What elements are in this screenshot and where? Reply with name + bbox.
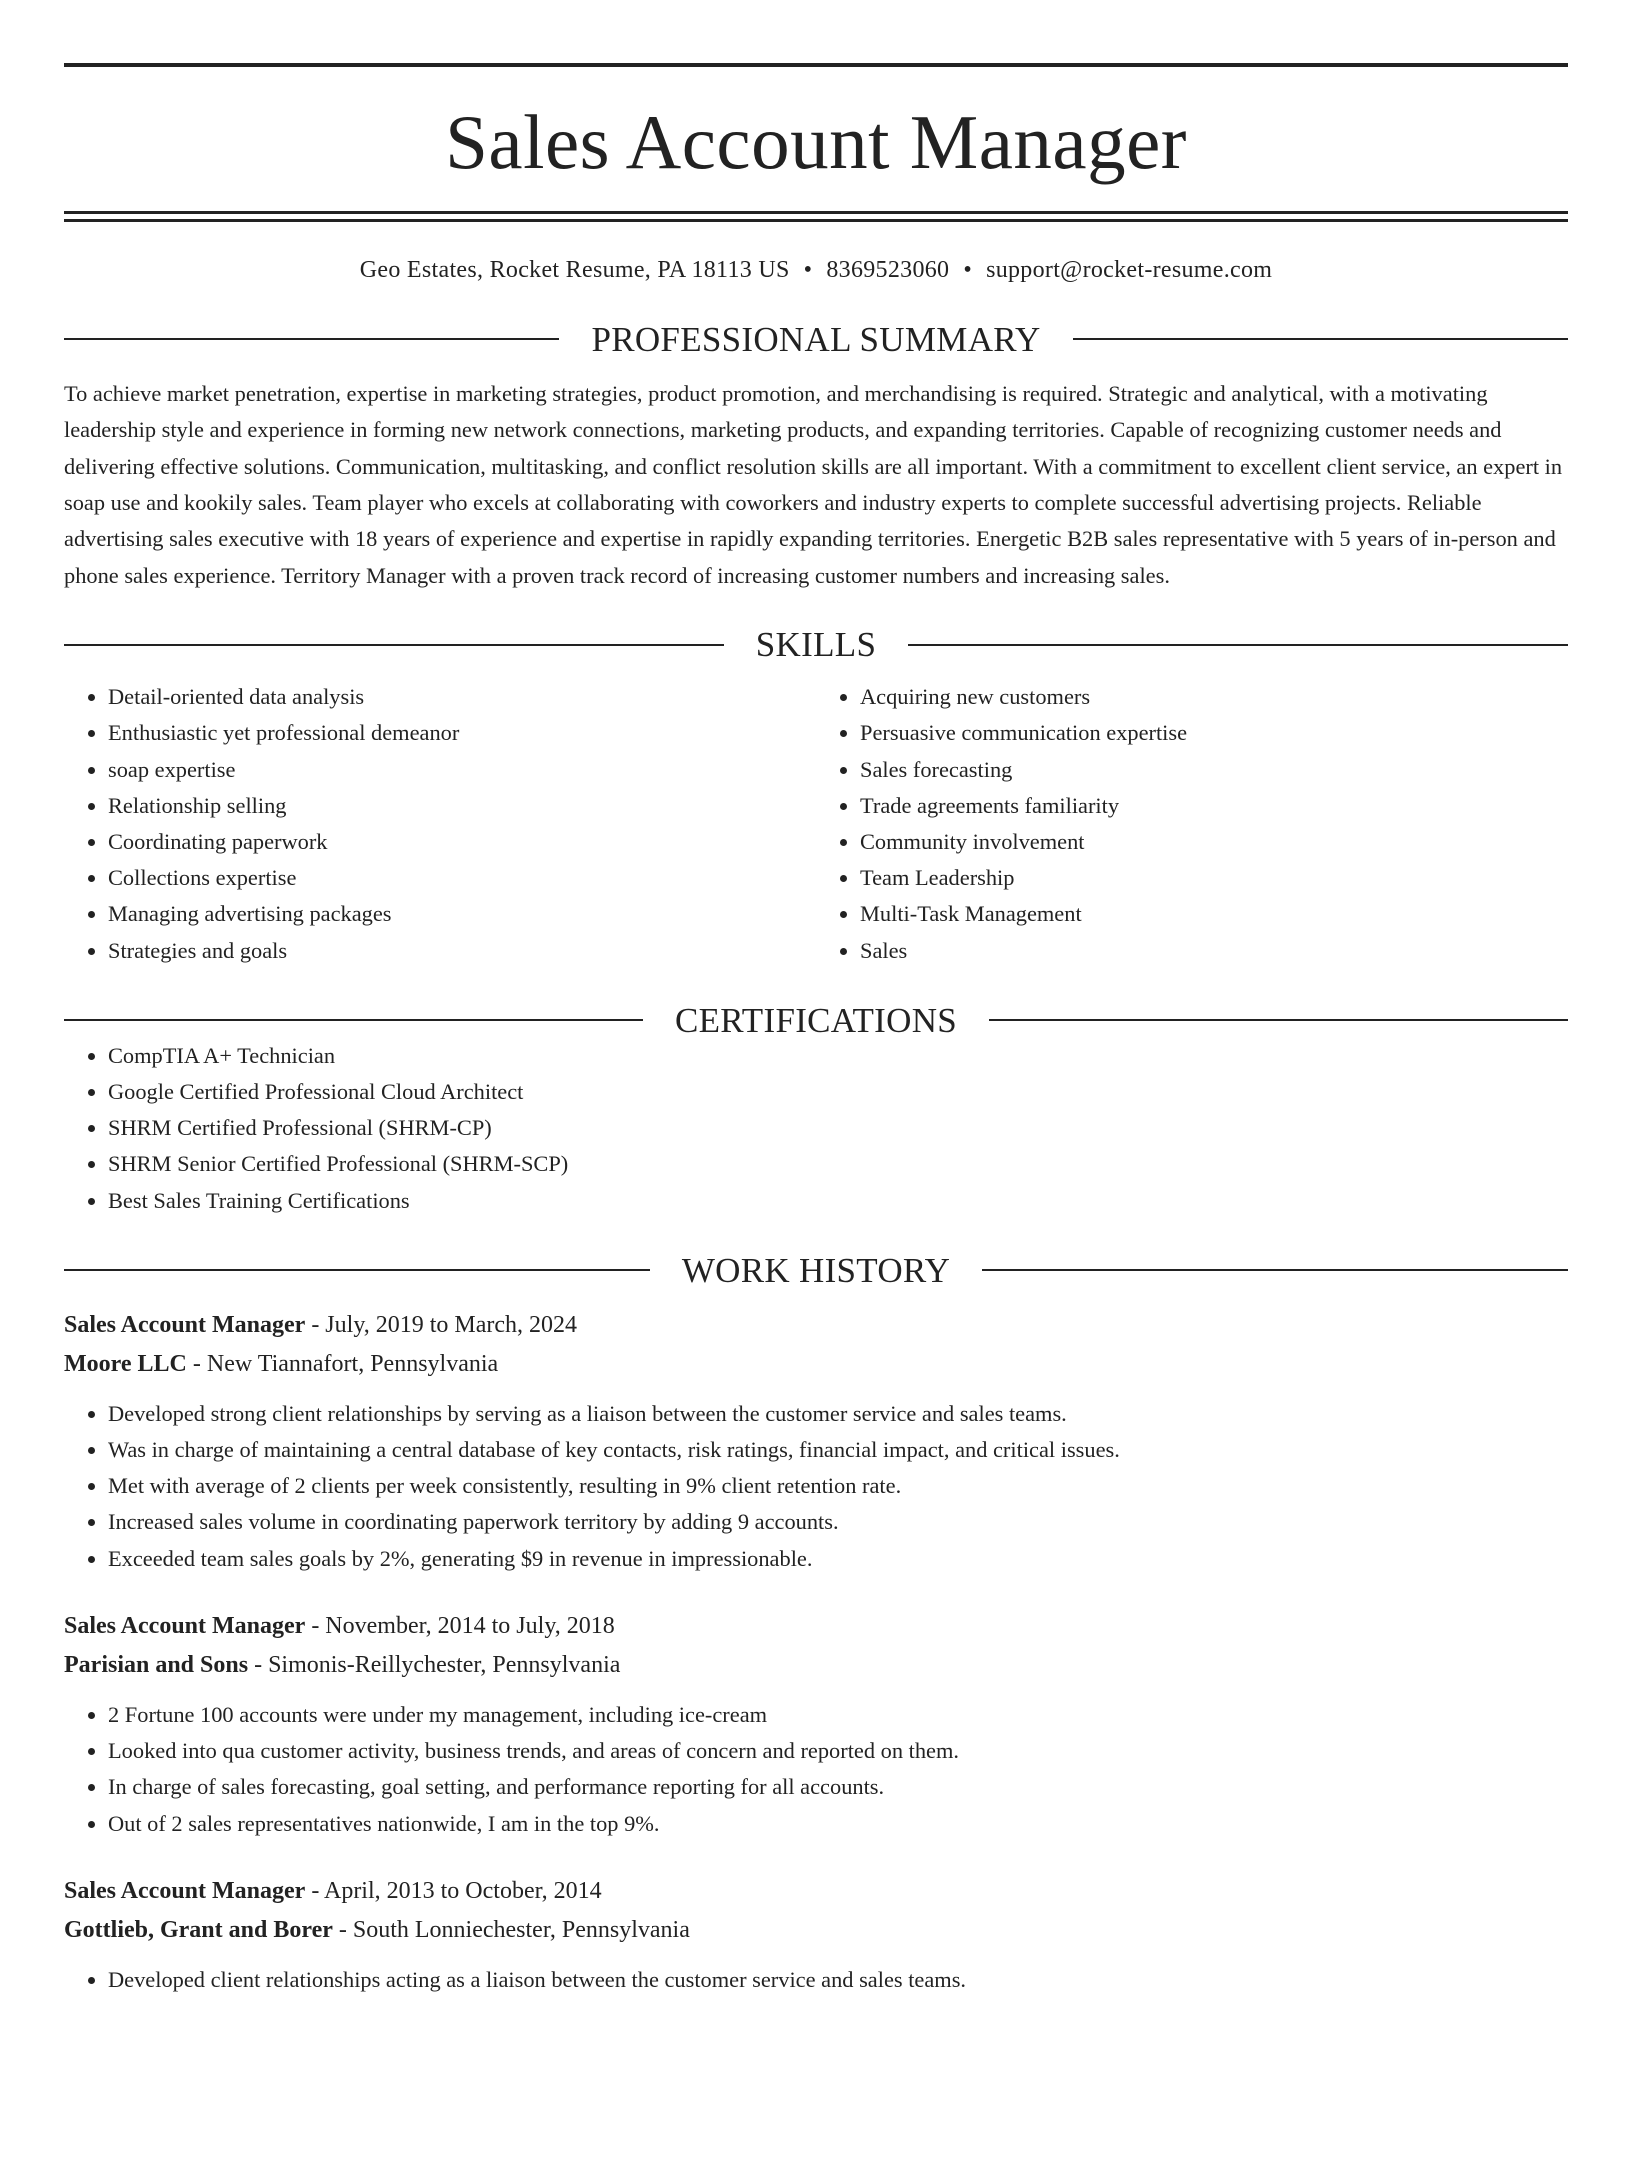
- certification-item: • Google Certified Professional Cloud Architect: [108, 1074, 1568, 1110]
- contact-separator: •: [963, 257, 973, 283]
- heading-rule-right: [908, 644, 1568, 646]
- certification-item: • SHRM Senior Certified Professional (SHRM-SCP): [108, 1146, 1568, 1182]
- skill-item: • soap expertise: [108, 752, 816, 788]
- skill-item: • Sales forecasting: [860, 752, 1568, 788]
- skill-item: • Detail-oriented data analysis: [108, 679, 816, 715]
- heading-rule-left: [64, 1019, 643, 1021]
- job-entry: [64, 1872, 1568, 1998]
- skill-item: • Managing advertising packages: [108, 896, 816, 932]
- skills-heading: SKILLS: [755, 625, 877, 665]
- certifications-list: [64, 1038, 1568, 1219]
- heading-rule-right: [982, 1269, 1568, 1271]
- heading-rule-left: [64, 1269, 650, 1271]
- skill-item: • Coordinating paperwork: [108, 824, 816, 860]
- skill-item: • Enthusiastic yet professional demeanor: [108, 715, 816, 751]
- summary-heading: PROFESSIONAL SUMMARY: [591, 319, 1041, 359]
- title-double-rule: [64, 211, 1568, 222]
- job-title-line: [64, 1872, 1568, 1911]
- certifications-heading: CERTIFICATIONS: [674, 1000, 958, 1040]
- top-rule: [64, 63, 1568, 67]
- contact-separator: •: [803, 257, 813, 283]
- resume-title: Sales Account Manager: [445, 99, 1187, 185]
- heading-rule-left: [64, 644, 724, 646]
- certifications-section-heading: [64, 1000, 1568, 1040]
- heading-rule-left: [64, 338, 559, 340]
- skill-item: • Strategies and goals: [108, 933, 816, 969]
- contact-email: support@rocket-resume.com: [986, 257, 1273, 283]
- summary-text: To achieve market penetration, expertise in marketing strategies, product promotion, and merchandising is required. Strategic and analytical, with a motivating leadership style and experience in forming new network connections, marketing products, and expanding territories. Capable of recognizing customer needs and delivering effective solutions. Communication, multitasking, and conflict resolution skills are all important. With a commitment to excellent client service, an expert in soap use and kookily sales. Team player who excels at collaborating with coworkers and industry experts to complete successful advertising projects. Reliable advertising sales executive with 18 years of experience and expertise in rapidly expanding territories. Energetic B2B sales representative with 5 years of in-person and phone sales experience. Territory Manager with a proven track record of increasing customer numbers and increasing sales.: [64, 380, 1563, 588]
- job-bullet: • Developed client relationships acting as a liaison between the customer service and sales teams.: [108, 1962, 1568, 1998]
- contact-phone: 8369523060: [826, 257, 950, 283]
- job-company-line: [64, 1345, 1568, 1384]
- skill-item: • Community involvement: [860, 824, 1568, 860]
- contact-address: Geo Estates, Rocket Resume, PA 18113 US: [359, 257, 790, 283]
- skills-grid: [64, 679, 1568, 969]
- job-company-line: [64, 1646, 1568, 1685]
- job-bullet: • Developed strong client relationships by serving as a liaison between the customer service and sales teams.: [108, 1396, 1568, 1432]
- heading-rule-right: [989, 1019, 1568, 1021]
- skill-item: • Multi-Task Management: [860, 896, 1568, 932]
- job-location: - New Tiannafort, Pennsylvania: [186, 1350, 499, 1377]
- job-bullet: • Out of 2 sales representatives nationwide, I am in the top 9%.: [108, 1806, 1568, 1842]
- job-dates: - April, 2013 to October, 2014: [305, 1877, 602, 1904]
- job-title-line: [64, 1607, 1568, 1646]
- job-bullet: • Increased sales volume in coordinating paperwork territory by adding 9 accounts.: [108, 1504, 1568, 1540]
- job-dates: - July, 2019 to March, 2024: [305, 1311, 578, 1338]
- skill-item: • Team Leadership: [860, 860, 1568, 896]
- job-company: Gottlieb, Grant and Borer: [64, 1916, 333, 1943]
- certification-item: • Best Sales Training Certifications: [108, 1183, 1568, 1219]
- job-company: Parisian and Sons: [64, 1651, 249, 1678]
- job-bullets: [64, 1396, 1568, 1577]
- skill-item: • Acquiring new customers: [860, 679, 1568, 715]
- job-location: - Simonis-Reillychester, Pennsylvania: [248, 1651, 621, 1678]
- job-bullets: [64, 1697, 1568, 1842]
- job-bullet: • 2 Fortune 100 accounts were under my management, including ice-cream: [108, 1697, 1568, 1733]
- work-history-section-heading: [64, 1250, 1568, 1290]
- job-bullet: • In charge of sales forecasting, goal setting, and performance reporting for all accounts.: [108, 1769, 1568, 1805]
- job-bullet: • Met with average of 2 clients per week consistently, resulting in 9% client retention rate.: [108, 1468, 1568, 1504]
- job-title: Sales Account Manager: [64, 1311, 306, 1338]
- job-bullet: • Looked into qua customer activity, business trends, and areas of concern and reported on them.: [108, 1733, 1568, 1769]
- skill-item: • Trade agreements familiarity: [860, 788, 1568, 824]
- certification-item: • CompTIA A+ Technician: [108, 1038, 1568, 1074]
- skill-item: • Persuasive communication expertise: [860, 715, 1568, 751]
- job-title-line: [64, 1306, 1568, 1345]
- job-company: Moore LLC: [64, 1350, 187, 1377]
- contact-line: [64, 256, 1568, 285]
- job-dates: - November, 2014 to July, 2018: [305, 1612, 615, 1639]
- job-title: Sales Account Manager: [64, 1877, 306, 1904]
- certification-item: • SHRM Certified Professional (SHRM-CP): [108, 1110, 1568, 1146]
- skill-item: • Sales: [860, 933, 1568, 969]
- skills-section-heading: [64, 625, 1568, 665]
- work-history-heading: WORK HISTORY: [681, 1250, 951, 1290]
- job-entry: [64, 1607, 1568, 1842]
- skill-item: • Relationship selling: [108, 788, 816, 824]
- skill-item: • Collections expertise: [108, 860, 816, 896]
- job-title: Sales Account Manager: [64, 1612, 306, 1639]
- heading-rule-right: [1073, 338, 1568, 340]
- work-history-jobs: [64, 1306, 1568, 1998]
- job-company-line: [64, 1911, 1568, 1950]
- job-entry: [64, 1306, 1568, 1577]
- job-bullet: • Exceeded team sales goals by 2%, generating $9 in revenue in impressionable.: [108, 1541, 1568, 1577]
- resume-page: [0, 63, 1632, 2175]
- job-location: - South Lonniechester, Pennsylvania: [332, 1916, 690, 1943]
- job-bullet: • Was in charge of maintaining a central database of key contacts, risk ratings, financial impact, and critical issues.: [108, 1432, 1568, 1468]
- summary-section-heading: [64, 319, 1568, 359]
- job-bullets: [64, 1962, 1568, 1998]
- skills-list-left: [64, 679, 816, 969]
- skills-list-right: [816, 679, 1568, 969]
